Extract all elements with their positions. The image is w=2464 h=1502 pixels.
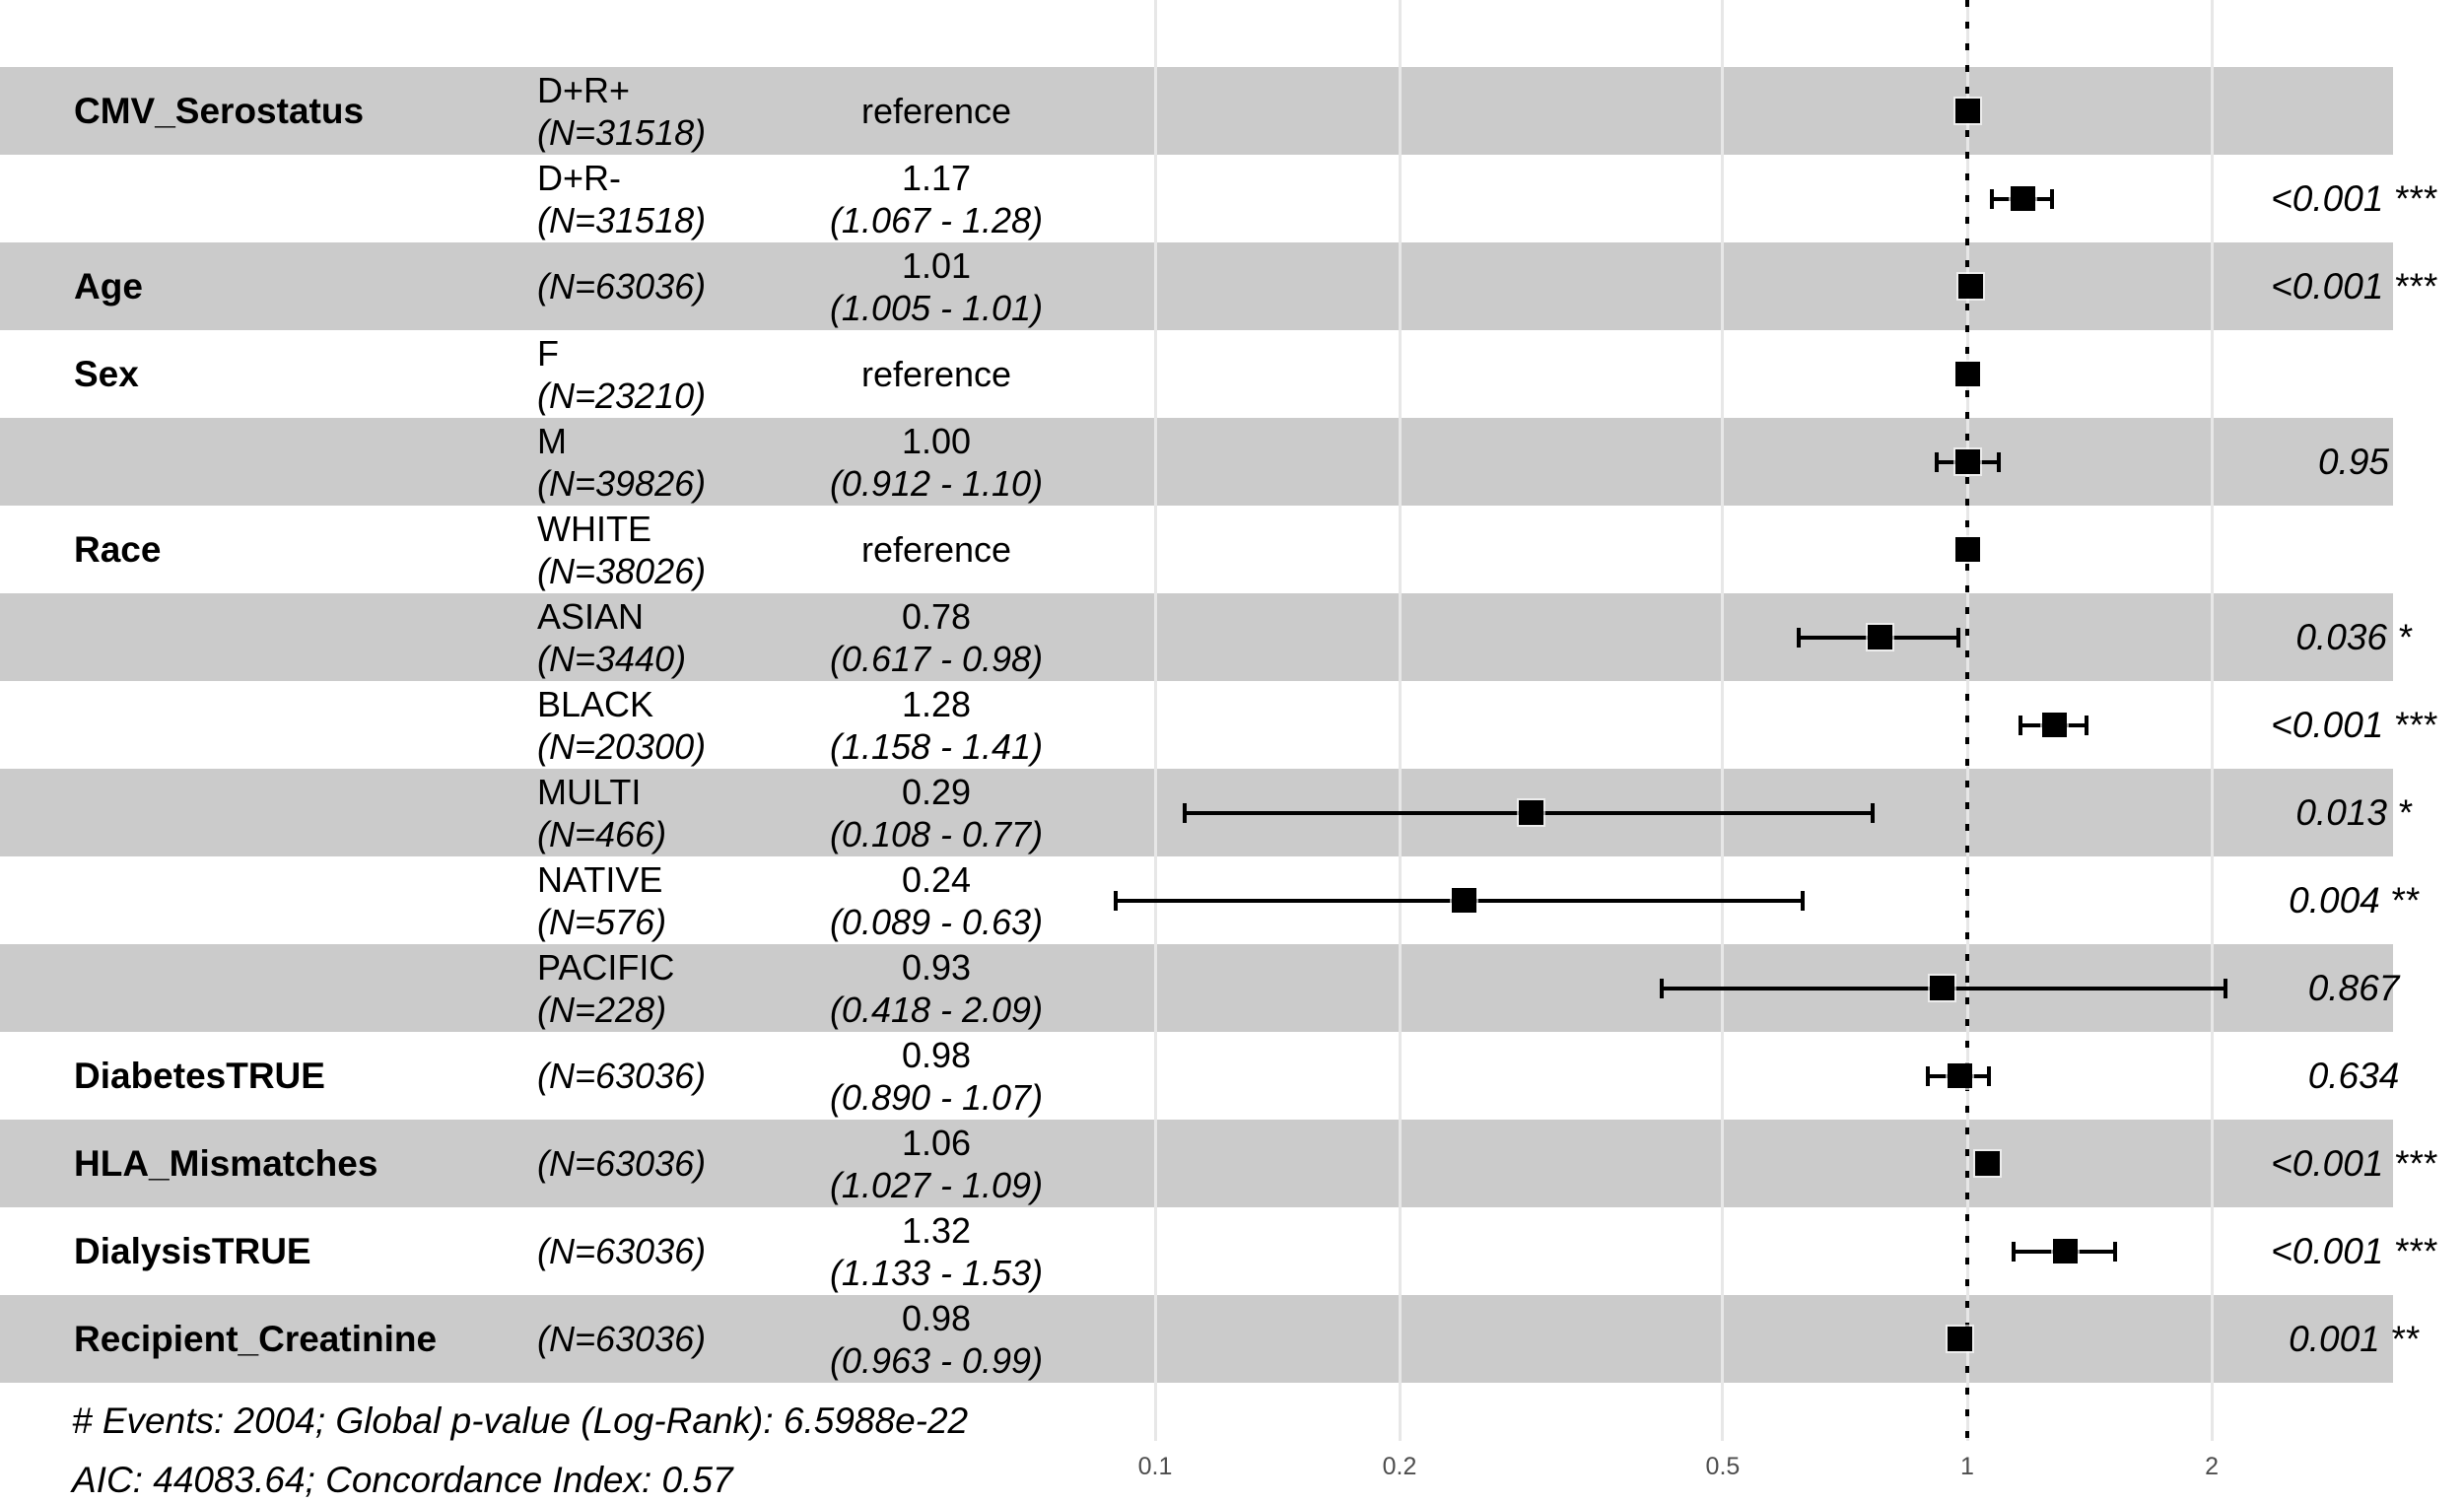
variable-label: HLA_Mismatches <box>74 1143 378 1184</box>
hr-label: 0.24 <box>901 858 972 900</box>
hr-label: 1.06 <box>901 1122 972 1163</box>
p-value-label: 0.001 ** <box>2289 1318 2419 1359</box>
variable-label: DiabetesTRUE <box>74 1056 325 1096</box>
hr-cell <box>749 242 1124 330</box>
ci-whisker-cap <box>2012 1242 2016 1262</box>
ci-whisker-cap <box>1660 979 1664 998</box>
level-cell <box>537 593 686 681</box>
ci-whisker-cap <box>1871 803 1875 823</box>
level-cell <box>537 1295 706 1383</box>
x-tick-label: 2 <box>2205 1453 2219 1480</box>
n-label: (N=63036) <box>537 1056 707 1096</box>
n-label: (N=63036) <box>537 266 707 307</box>
model-stats-line-2: AIC: 44083.64; Concordance Index: 0.57 <box>72 1460 733 1500</box>
n-label: (N=63036) <box>537 1319 707 1359</box>
level-label: BLACK <box>537 683 654 724</box>
level-cell <box>537 681 706 769</box>
model-stats-line-1: # Events: 2004; Global p-value (Log-Rank): 6.5988e-22 <box>72 1400 969 1441</box>
hr-label: 1.01 <box>901 244 972 286</box>
x-tick-label: 0.1 <box>1137 1453 1173 1480</box>
p-value-label: <0.001 *** <box>2271 1230 2436 1271</box>
reference-square <box>1955 537 1980 562</box>
level-cell <box>537 330 706 418</box>
hr-square <box>1452 888 1476 913</box>
ci-label: (0.912 - 1.10) <box>829 462 1044 504</box>
p-value-label: 0.013 * <box>2295 791 2412 833</box>
variable-label: Age <box>74 266 143 307</box>
p-value-label: 0.634 <box>2307 1055 2400 1096</box>
p-value-label: 0.95 <box>2317 441 2389 482</box>
level-cell <box>537 944 674 1032</box>
row-band <box>0 242 2393 330</box>
ci-label: (1.027 - 1.09) <box>829 1164 1044 1205</box>
p-value-label: <0.001 *** <box>2271 1142 2436 1184</box>
n-label: (N=23210) <box>537 375 707 416</box>
level-cell <box>537 1032 706 1120</box>
level-label: D+R+ <box>537 69 631 110</box>
level-cell <box>537 506 706 593</box>
x-tick-label: 0.5 <box>1705 1453 1741 1480</box>
variable-label: Recipient_Creatinine <box>74 1319 438 1359</box>
ci-whisker-cap <box>1926 1066 1930 1086</box>
p-value-label: 0.036 * <box>2295 616 2412 657</box>
hr-cell <box>749 330 1124 418</box>
hr-label: reference <box>860 91 1012 131</box>
p-value-label: <0.001 *** <box>2271 177 2436 219</box>
level-cell <box>537 1207 706 1295</box>
hr-label: 1.32 <box>901 1209 972 1251</box>
hr-square <box>1930 976 1954 1000</box>
ci-label: (1.133 - 1.53) <box>829 1252 1044 1293</box>
reference-square <box>1955 362 1980 386</box>
hr-label: reference <box>860 529 1012 570</box>
hr-square <box>1958 274 1983 299</box>
hr-cell <box>749 944 1124 1032</box>
hr-label: 0.29 <box>901 771 972 812</box>
hr-label: 1.00 <box>901 420 972 461</box>
hr-cell <box>749 506 1124 593</box>
hr-square <box>1868 625 1892 649</box>
row-band <box>0 418 2393 506</box>
n-label: (N=228) <box>537 989 667 1030</box>
ci-whisker-cap <box>2113 1242 2117 1262</box>
hr-label: 1.17 <box>901 157 972 198</box>
p-value-label: <0.001 *** <box>2271 704 2436 745</box>
ci-whisker-cap <box>1797 628 1801 648</box>
ci-label: (0.963 - 0.99) <box>829 1339 1044 1381</box>
variable-label: Race <box>74 529 162 570</box>
variable-label: CMV_Serostatus <box>74 91 365 131</box>
variable-label: DialysisTRUE <box>74 1231 311 1271</box>
level-label: PACIFIC <box>537 946 675 988</box>
ci-label: (0.418 - 2.09) <box>829 989 1044 1030</box>
ci-whisker-cap <box>2019 716 2022 735</box>
hr-label: 0.78 <box>901 595 972 637</box>
ci-label: (1.158 - 1.41) <box>829 725 1044 767</box>
ci-label: (1.067 - 1.28) <box>829 199 1044 240</box>
level-cell <box>537 242 706 330</box>
level-cell <box>537 67 706 155</box>
level-label: MULTI <box>537 771 642 812</box>
ci-whisker-cap <box>1997 452 2001 472</box>
ci-whisker-cap <box>1987 1066 1991 1086</box>
ci-label: (1.005 - 1.01) <box>829 287 1044 328</box>
ci-whisker-cap <box>2050 189 2054 209</box>
level-label: M <box>537 420 567 461</box>
reference-square <box>1955 99 1980 123</box>
n-label: (N=38026) <box>537 550 707 591</box>
hr-label: 1.28 <box>901 683 972 724</box>
x-gridline <box>1154 0 1157 1441</box>
x-gridline <box>1721 0 1724 1441</box>
reference-line <box>1965 0 1969 1451</box>
x-gridline <box>1399 0 1402 1441</box>
x-gridline <box>2211 0 2214 1441</box>
ci-whisker-cap <box>1956 628 1960 648</box>
level-label: ASIAN <box>537 595 645 637</box>
hr-cell <box>749 856 1124 944</box>
row-band <box>0 593 2393 681</box>
ci-label: (0.108 - 0.77) <box>829 813 1044 854</box>
hr-cell <box>749 67 1124 155</box>
n-label: (N=39826) <box>537 462 707 504</box>
n-label: (N=576) <box>537 901 667 942</box>
n-label: (N=31518) <box>537 199 707 240</box>
hr-square <box>1975 1151 2000 1176</box>
x-tick-label: 1 <box>1960 1453 1974 1480</box>
hr-square <box>1519 800 1543 825</box>
ci-whisker-cap <box>2085 716 2088 735</box>
level-label: F <box>537 332 559 374</box>
p-value-label: 0.867 <box>2307 967 2400 1008</box>
hr-cell <box>749 418 1124 506</box>
variable-label: Sex <box>74 354 139 394</box>
ci-whisker-cap <box>1114 891 1118 911</box>
ci-label: (0.089 - 0.63) <box>829 901 1044 942</box>
ci-whisker-cap <box>1990 189 1994 209</box>
n-label: (N=466) <box>537 813 667 854</box>
p-value-label: 0.004 ** <box>2289 879 2419 921</box>
n-label: (N=20300) <box>537 725 707 767</box>
hr-square <box>1948 1327 1972 1351</box>
level-label: D+R- <box>537 157 622 198</box>
ci-whisker-cap <box>1801 891 1805 911</box>
hr-cell <box>749 681 1124 769</box>
n-label: (N=63036) <box>537 1231 707 1271</box>
hr-label: 0.98 <box>901 1034 972 1075</box>
ci-whisker-cap <box>1183 803 1187 823</box>
hr-cell <box>749 1207 1124 1295</box>
ci-label: (0.617 - 0.98) <box>829 638 1044 679</box>
hr-cell <box>749 593 1124 681</box>
hr-cell <box>749 1120 1124 1207</box>
ci-whisker-cap <box>2224 979 2227 998</box>
level-cell <box>537 856 666 944</box>
hr-label: reference <box>860 354 1012 394</box>
hr-square <box>2011 186 2035 211</box>
n-label: (N=63036) <box>537 1143 707 1184</box>
hr-cell <box>749 769 1124 856</box>
hr-label: 0.98 <box>901 1297 972 1338</box>
n-label: (N=3440) <box>537 638 687 679</box>
p-value-label: <0.001 *** <box>2271 265 2436 307</box>
level-cell <box>537 1120 706 1207</box>
level-label: NATIVE <box>537 858 663 900</box>
hr-square <box>2042 713 2067 737</box>
level-label: WHITE <box>537 508 651 549</box>
hr-square <box>1948 1063 1972 1088</box>
hr-square <box>1955 449 1980 474</box>
hr-cell <box>749 1295 1124 1383</box>
x-tick-label: 0.2 <box>1382 1453 1417 1480</box>
level-cell <box>537 155 706 242</box>
hr-label: 0.93 <box>901 946 972 988</box>
ci-whisker-cap <box>1935 452 1939 472</box>
hr-cell <box>749 1032 1124 1120</box>
hr-cell <box>749 155 1124 242</box>
ci-label: (0.890 - 1.07) <box>829 1076 1044 1118</box>
n-label: (N=31518) <box>537 111 707 153</box>
hr-square <box>2053 1239 2078 1263</box>
level-cell <box>537 769 666 856</box>
level-cell <box>537 418 706 506</box>
